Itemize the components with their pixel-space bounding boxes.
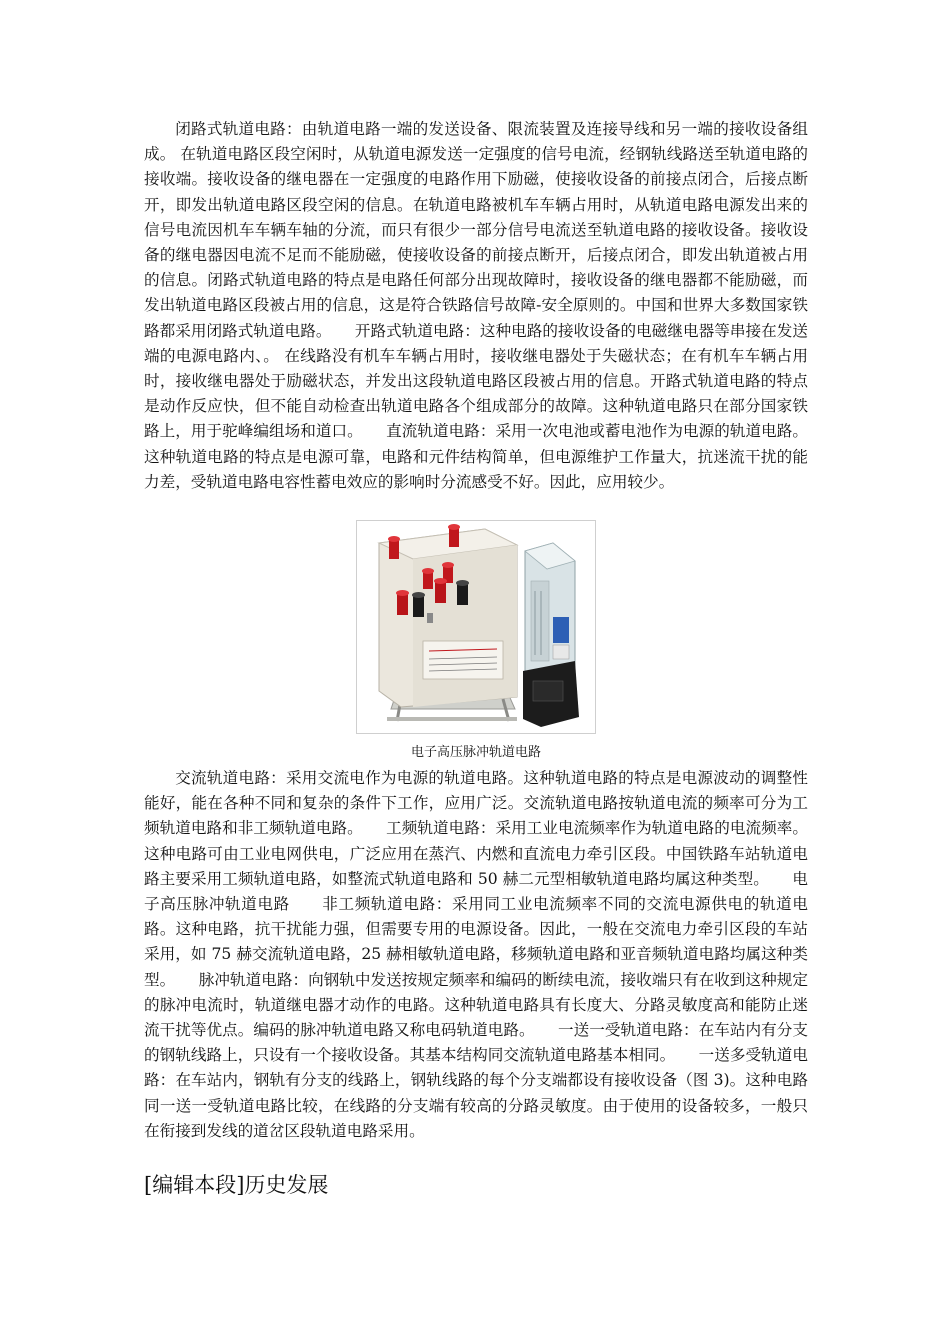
device-illustration bbox=[357, 521, 595, 733]
paragraph-closed-circuit: 闭路式轨道电路：由轨道电路一端的发送设备、限流装置及连接导线和另一端的接收设备组成。 在轨道电路区段空闲时，从轨道电源发送一定强度的信号电流，经钢轨线路送至轨道电路的接收端。接收设备的继电器在一定强度的电路作用下励磁，使接收设备的前接点闭合，后接点断开，即发出轨道电路区段空闲的信息。在轨道电路被机车车辆占用时，从轨道电路电源发出来的信号电流因机车车辆车轴的分流，而只有很少一部分信号电流送至轨道电路的接收设备。接收设备的继电器因电流不足而不能励磁，使接收设备的前接点断开，后接点闭合，即发出轨道被占用的信息。闭路式轨道电路的特点是电路任何部分出现故障时，接收设备的继电器都不能励磁，而发出轨道电路区段被占用的信息，这是符合铁路信号故障-安全原则的。中国和世界大多数国家铁路都采用闭路式轨道电路。 开路式轨道电路：这种电路的接收设备的电磁继电器等串接在发送端的电源电路内、。 在线路没有机车车辆占用时，接收继电器处于失磁状态；在有机车车辆占用时，接收继电器处于励磁状态，并发出这段轨道电路区段被占用的信息。开路式轨道电路的特点是动作反应快，但不能自动检查出轨道电路各个组成部分的故障。这种轨道电路只在部分国家铁路上，用于驼峰编组场和道口。 直流轨道电路：采用一次电池或蓄电池作为电源的轨道电路。这种轨道电路的特点是电源可靠，电路和元件结构简单，但电源维护工作量大，抗迷流干扰的能力差，受轨道电路电容性蓄电效应的影响时分流感受不好。因此，应用较少。 bbox=[144, 120, 808, 491]
section-heading-history bbox=[144, 1170, 328, 1200]
transmitter-box-image bbox=[379, 524, 517, 721]
relay-image bbox=[523, 543, 579, 727]
paragraph-ac-circuit: 交流轨道电路：采用交流电作为电源的轨道电路。这种轨道电路的特点是电源波动的调整性能好，能在各种不同和复杂的条件下工作，应用广泛。交流轨道电路按轨道电流的频率可分为工频轨道电路和非工频轨道电路。 工频轨道电路：采用工业电流频率作为轨道电路的电流频率。这种电路可由工业电网供电，广泛应用在蒸汽、内燃和直流电力牵引区段。中国铁路车站轨道电路主要采用工频轨道电路，如整流式轨道电路和 50 赫二元型相敏轨道电路均属这种类型。 电子高压脉冲轨道电路 非工频轨道电路：采用同工业电流频率不同的交流电源供电的轨道电路。这种电路，抗干扰能力强，但需要专用的电源设备。因此，一般在交流电力牵引区段的车站采用，如 75 赫交流轨道电路，25 赫相敏轨道电路，移频轨道电路和亚音频轨道电路均属这种类型。 脉冲轨道电路：向钢轨中发送按规定频率和编码的断续电流，接收端只有在收到这种规定的脉冲电流时，轨道继电器才动作的电路。这种轨道电路具有长度大、分路灵敏度高和能防止迷流干扰等优点。编码的脉冲轨道电路又称电码轨道电路。 一送一受轨道电路：在车站内有分支的钢轨线路上，只设有一个接收设备。其基本结构同交流轨道电路基本相同。 一送多受轨道电路：在车站内，钢轨有分支的线路上，钢轨线路的每个分支端都设有接收设备（图 3)。这种电路同一送一受轨道电路比较，在线路的分支端有较高的分路灵敏度。由于使用的设备较多，一般只在衔接到发线的道岔区段轨道电路采用。 bbox=[144, 769, 808, 1140]
figure-caption: 电子高压脉冲轨道电路 bbox=[410, 745, 541, 760]
edit-section-link[interactable]: [编辑本段]历史发展 bbox=[144, 1173, 329, 1197]
device-photo bbox=[356, 520, 596, 734]
